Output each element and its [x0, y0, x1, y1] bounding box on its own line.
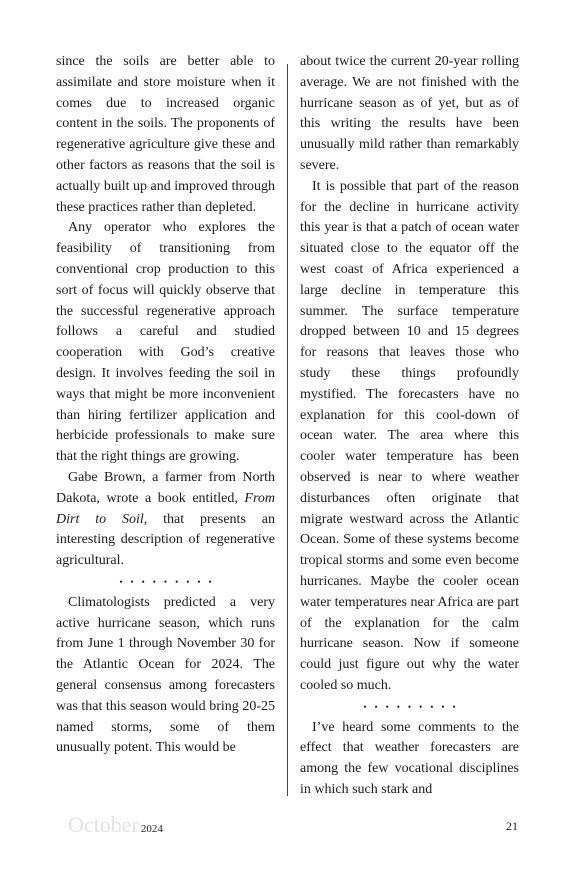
paragraph: Any operator who explores the feasibility of transitioning from conventional crop production to this sort of focus will quickly observe that the successful regenerative approach follows a careful and studied cooperation with God’s creative design. It involves feeding the soil in ways that might be more inconvenient than hiring fertilizer application and herbicide professionals to make sure that the right things are growing.	[56, 220, 275, 465]
paragraph: since the soils are better able to assimilate and store moisture when it comes due to increased organic content in the soils. The proponents of regenerative agriculture give these and other factors as reasons that the soil is actually built up and improved through these practices rather than depleted.	[56, 54, 275, 215]
footer-issue-date	[68, 812, 163, 838]
paragraph: Climatologists predicted a very active hurricane season, which runs from June 1 through November 30 for the Atlantic Ocean for 2024. The general consensus among forecasters was that this season would bring 20-25 named storms, some of them unusually potent. This would be	[56, 594, 275, 756]
right-column	[300, 52, 519, 801]
section-separator: •••••••••	[363, 701, 464, 712]
paragraph: I’ve heard some comments to the effect that weather forecasters are among the few vocational disciplines in which such stark and	[300, 719, 519, 797]
left-column	[56, 52, 275, 759]
page-number: 21	[506, 819, 518, 833]
paragraph-text: , that presents an interesting description of regenerative agricultural.	[56, 511, 275, 569]
section-separator: •••••••••	[119, 576, 220, 587]
book-title: From Dirt to Soil	[56, 490, 275, 527]
paragraph: about twice the current 20-year rolling average. We are not finished with the hurricane season as of yet, but as of this writing the results have been unusually mild rather than remarkably severe.	[300, 54, 519, 173]
paragraph-text: Gabe Brown, a farmer from North Dakota, wrote a book entitled,	[56, 469, 275, 506]
column-divider	[287, 64, 288, 796]
footer-year: 2024	[140, 823, 163, 835]
paragraph	[56, 468, 275, 572]
footer-month: October	[68, 812, 139, 837]
paragraph: It is possible that part of the reason for the decline in hurricane activity this year is that a patch of ocean water situated close to the equator off the west coast of Africa experienced a large decline in temperature this summer. The surface temperature dropped between 10 and 15 degrees for reasons that leaves those who study these things profoundly mystified. The forecasters have no explanation for this cool-down of ocean water. The area where this cooler water temperature has been observed is near to where weather disturbances often originate that migrate westward across the Atlantic Ocean. Some of these systems become tropical storms and some even become hurricanes. Maybe the cooler ocean water temperatures near Africa are part of the explanation for the calm hurricane season. Now if someone could just figure out why the water cooled so much.	[300, 178, 519, 693]
